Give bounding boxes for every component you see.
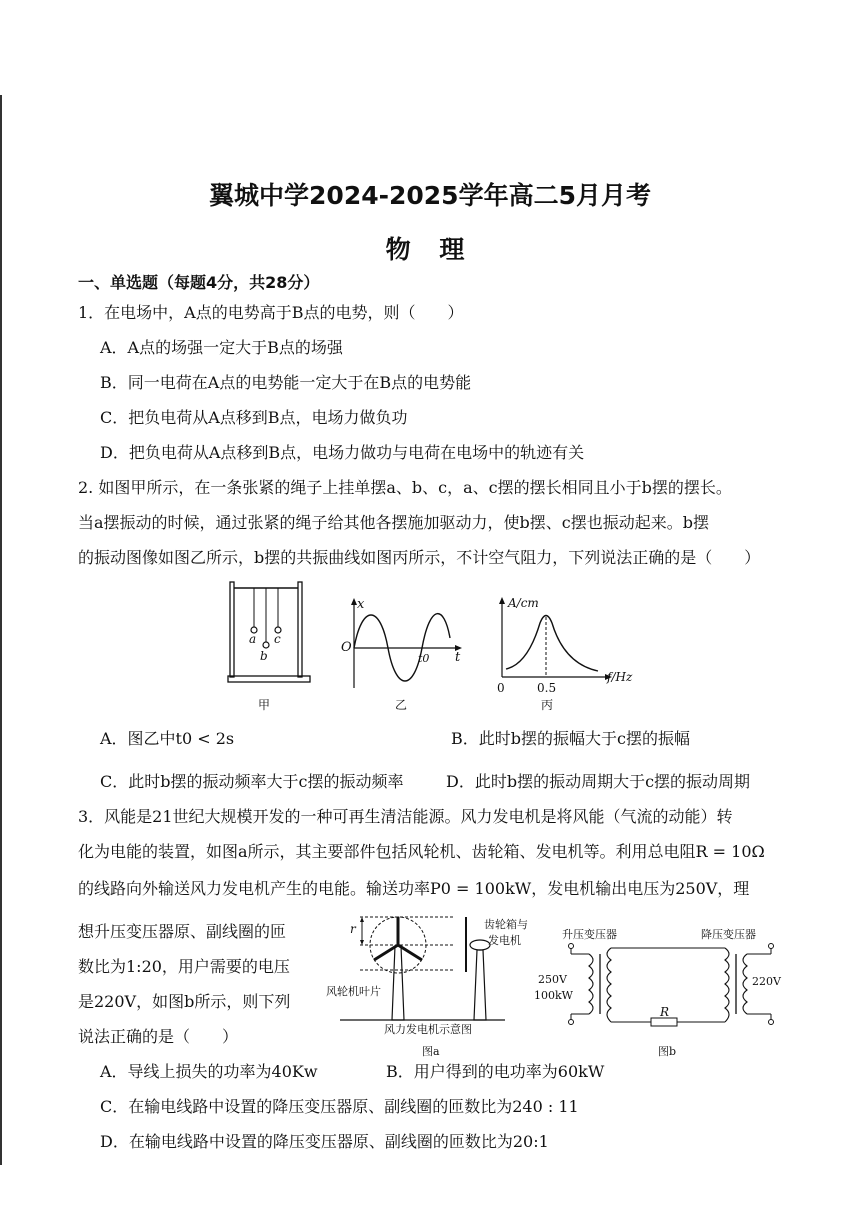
figure-a-caption: 图a	[422, 1045, 440, 1058]
q2-stem-line-2: 当a摆振动的时候，通过张紧的绳子给其他各摆施加驱动力，使b摆、c摆也振动起来。b摆	[78, 513, 709, 532]
q3-side-line-1: 想升压变压器原、副线圈的匝	[78, 922, 287, 941]
q3-option-b: B．用户得到的电功率为60kW	[386, 1062, 605, 1081]
graph-y-axis-x: x	[357, 597, 365, 612]
q1-option-c: C．把负电荷从A点移到B点，电场力做负功	[100, 408, 408, 427]
exam-title: 翼城中学2024-2025学年高二5月月考	[209, 181, 651, 210]
figure-yi-caption: 乙	[395, 698, 408, 712]
pendulum-label-c: c	[274, 632, 281, 646]
q3-option-d: D．在输电线路中设置的降压变压器原、副线圈的匝数比为20:1	[100, 1132, 549, 1151]
q2-stem-line-3: 的振动图像如图乙所示，b摆的共振曲线如图丙所示，不计空气阻力，下列说法正确的是（ ）	[78, 548, 761, 567]
curve-origin: 0	[497, 681, 505, 695]
curve-peak-tick: 0.5	[537, 681, 557, 695]
q2-option-b: B．此时b摆的振幅大于c摆的振幅	[451, 729, 690, 748]
output-voltage-label: 220V	[752, 975, 781, 988]
q2-option-a: A．图乙中t0 < 2s	[100, 729, 235, 748]
q1-option-d: D．把负电荷从A点移到B点，电场力做功与电荷在电场中的轨迹有关	[100, 443, 585, 462]
figure-bing-caption: 丙	[541, 698, 554, 712]
figure-jia-caption: 甲	[258, 698, 271, 712]
q2-stem-line-1: 2. 如图甲所示，在一条张紧的绳子上挂单摆a、b、c，a、c摆的摆长相同且小于b摆的摆长。	[78, 478, 732, 497]
turbine-radius-label: r	[350, 922, 356, 936]
q3-option-a: A．导线上损失的功率为40Kw	[100, 1062, 318, 1081]
turbine-diagram-title: 风力发电机示意图	[384, 1023, 472, 1036]
q1-stem: 1．在电场中，A点的电势高于B点的电势，则（ ）	[78, 303, 464, 322]
turbine-generator-label: 发电机	[488, 934, 521, 947]
vibration-graph	[340, 598, 470, 698]
q1-option-a: A．A点的场强一定大于B点的场强	[100, 338, 343, 357]
turbine-gearbox-label: 齿轮箱与	[484, 918, 528, 931]
q3-option-c: C．在输电线路中设置的降压变压器原、副线圈的匝数比为240 : 11	[100, 1097, 579, 1116]
figure-b-caption: 图b	[658, 1045, 677, 1058]
curve-y-axis-label: A/cm	[508, 596, 539, 610]
q3-side-line-2: 数比为1:20，用户需要的电压	[78, 957, 290, 976]
q3-stem-line-2: 化为电能的装置，如图a所示，其主要部件包括风轮机、齿轮箱、发电机等。利用总电阻R = 10Ω	[78, 842, 765, 861]
input-power-label: 100kW	[534, 989, 573, 1002]
curve-x-axis-label: f/Hz	[607, 670, 633, 684]
input-voltage-label: 250V	[538, 973, 567, 986]
q3-stem-line-1: 3．风能是21世纪大规模开发的一种可再生清洁能源。风力发电机是将风能（气流的动能）转	[78, 807, 733, 826]
graph-x-axis-t: t	[455, 650, 461, 665]
q3-side-line-3: 是220V，如图b所示，则下列	[78, 992, 291, 1011]
pendulum-figure	[228, 580, 318, 690]
section-heading: 一、单选题（每题4分，共28分）	[78, 273, 320, 292]
step-down-transformer-label: 降压变压器	[701, 928, 756, 941]
transmission-circuit	[545, 940, 785, 1040]
step-up-transformer-label: 升压变压器	[562, 928, 617, 941]
graph-origin-o: O	[341, 640, 352, 655]
q1-option-b: B．同一电荷在A点的电势能一定大于在B点的电势能	[100, 373, 472, 392]
line-resistance-label: R	[660, 1005, 670, 1019]
turbine-blade-label: 风轮机叶片	[326, 985, 381, 998]
pendulum-label-a: a	[249, 632, 257, 646]
pendulum-label-b: b	[260, 649, 268, 663]
q3-side-line-4: 说法正确的是（ ）	[78, 1027, 239, 1046]
subject-title: 物 理	[385, 235, 475, 264]
q2-option-d: D．此时b摆的振动周期大于c摆的振动周期	[446, 772, 751, 791]
q2-option-c: C．此时b摆的振动频率大于c摆的振动频率	[100, 772, 404, 791]
graph-t0: t0	[418, 652, 430, 665]
q3-stem-line-3: 的线路向外输送风力发电机产生的电能。输送功率P0 = 100kW，发电机输出电压为250V，理	[78, 879, 750, 898]
